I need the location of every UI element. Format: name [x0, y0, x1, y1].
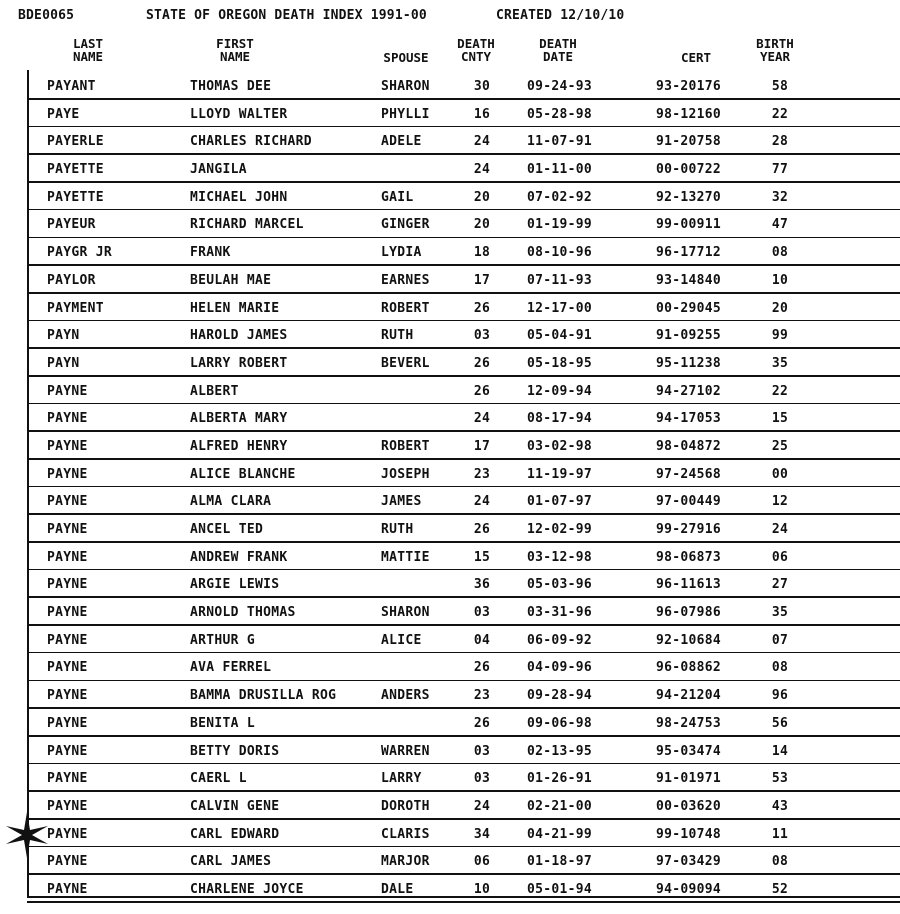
death-county-cell: 24 — [473, 798, 491, 814]
spouse-cell: WARREN — [381, 743, 430, 759]
table-row — [0, 487, 900, 515]
death-county-cell: 15 — [473, 549, 491, 565]
birth-year-cell: 08 — [771, 660, 789, 676]
cert-number-cell: 91-20758 — [656, 134, 722, 150]
spouse-cell: ADELE — [381, 134, 422, 150]
last-name-cell: PAYNE — [47, 771, 88, 787]
first-name-cell: ALBERTA MARY — [190, 411, 288, 427]
birth-year-cell: 12 — [771, 494, 789, 510]
column-header-spouse: SPOUSE — [383, 50, 429, 65]
death-county-cell: 26 — [473, 522, 491, 537]
death-date-cell: 05-01-94 — [527, 881, 593, 897]
spouse-cell: GINGER — [381, 217, 430, 233]
cert-number-cell: 99-27916 — [656, 522, 722, 537]
birth-year-cell: 52 — [771, 881, 789, 897]
birth-year-cell: 25 — [771, 438, 789, 454]
last-name-cell: PAYNE — [47, 466, 88, 482]
last-name-cell: PAYN — [47, 355, 80, 371]
death-county-cell: 24 — [473, 162, 491, 178]
death-county-cell: 03 — [473, 605, 491, 621]
last-name-cell: PAYNE — [47, 798, 88, 814]
death-date-cell: 01-19-99 — [527, 217, 593, 233]
death-county-cell: 26 — [473, 383, 491, 399]
death-date-cell: 05-28-98 — [527, 106, 593, 122]
cert-number-cell: 98-04872 — [656, 438, 722, 454]
cert-number-cell: 91-09255 — [656, 328, 722, 344]
birth-year-cell: 43 — [771, 798, 789, 814]
table-row — [0, 598, 900, 626]
table-row — [0, 377, 900, 405]
birth-year-cell: 00 — [771, 466, 789, 482]
death-county-cell: 36 — [473, 577, 491, 593]
cert-number-cell: 94-21204 — [656, 688, 722, 704]
last-name-cell: PAYNE — [47, 494, 88, 510]
first-name-cell: BAMMA DRUSILLA ROG — [190, 688, 337, 704]
spouse-cell: MARJOR — [381, 854, 430, 870]
death-county-cell: 17 — [473, 272, 491, 288]
first-name-cell: LARRY ROBERT — [190, 355, 288, 371]
table-row — [0, 100, 900, 128]
death-date-cell: 03-31-96 — [527, 605, 593, 621]
death-date-cell: 04-21-99 — [527, 826, 593, 842]
spouse-cell: PHYLLI — [381, 106, 430, 122]
last-name-cell: PAYNE — [47, 632, 88, 648]
death-date-cell: 09-06-98 — [527, 715, 593, 731]
spouse-cell: SHARON — [381, 605, 430, 621]
death-county-cell: 34 — [473, 826, 491, 842]
birth-year-cell: 56 — [771, 715, 789, 731]
table-row — [0, 875, 900, 903]
birth-year-cell: 08 — [771, 245, 789, 261]
last-name-cell: PAYNE — [47, 826, 88, 842]
cert-number-cell: 94-09094 — [656, 881, 722, 897]
column-header-cert: CERT — [680, 50, 712, 65]
cert-number-cell: 98-24753 — [656, 715, 722, 731]
table-row — [0, 737, 900, 765]
report-id: BDE0065 — [18, 8, 75, 23]
death-county-cell: 10 — [473, 881, 491, 897]
birth-year-cell: 24 — [771, 522, 789, 537]
death-date-cell: 06-09-92 — [527, 632, 593, 648]
death-county-cell: 24 — [473, 494, 491, 510]
death-county-cell: 03 — [473, 328, 491, 344]
table-row — [0, 321, 900, 349]
spouse-cell: DALE — [381, 881, 414, 897]
column-header-death-county: DEATH CNTY — [457, 36, 495, 64]
spouse-cell: ALICE — [381, 632, 422, 648]
cert-number-cell: 95-03474 — [656, 743, 722, 759]
birth-year-cell: 06 — [771, 549, 789, 565]
last-name-cell: PAYNE — [47, 549, 88, 565]
last-name-cell: PAYNE — [47, 383, 88, 399]
cert-number-cell: 00-00722 — [656, 162, 722, 178]
last-name-cell: PAYNE — [47, 743, 88, 759]
table-row — [0, 127, 900, 155]
first-name-cell: ALFRED HENRY — [190, 438, 288, 454]
spouse-cell: SHARON — [381, 79, 430, 94]
table-row — [0, 847, 900, 875]
column-header-last-name: LAST NAME — [72, 36, 104, 64]
death-date-cell: 09-24-93 — [527, 79, 593, 94]
last-name-cell: PAYNE — [47, 438, 88, 454]
report-created-date: CREATED 12/10/10 — [496, 8, 625, 23]
cert-number-cell: 97-03429 — [656, 854, 722, 870]
birth-year-cell: 96 — [771, 688, 789, 704]
cert-number-cell: 95-11238 — [656, 355, 722, 371]
birth-year-cell: 22 — [771, 106, 789, 122]
death-date-cell: 04-09-96 — [527, 660, 593, 676]
spouse-cell: MATTIE — [381, 549, 430, 565]
last-name-cell: PAYEUR — [47, 217, 96, 233]
last-name-cell: PAYNE — [47, 660, 88, 676]
first-name-cell: CAERL L — [190, 771, 247, 787]
cert-number-cell: 98-12160 — [656, 106, 722, 122]
death-county-cell: 24 — [473, 411, 491, 427]
spouse-cell: GAIL — [381, 189, 414, 205]
first-name-cell: ANCEL TED — [190, 522, 264, 537]
last-name-cell: PAYANT — [47, 79, 96, 94]
death-date-cell: 03-02-98 — [527, 438, 593, 454]
death-date-cell: 03-12-98 — [527, 549, 593, 565]
last-name-cell: PAYETTE — [47, 189, 104, 205]
birth-year-cell: 15 — [771, 411, 789, 427]
first-name-cell: ARGIE LEWIS — [190, 577, 280, 593]
table-row — [0, 238, 900, 266]
table-row — [0, 349, 900, 377]
death-county-cell: 03 — [473, 743, 491, 759]
death-date-cell: 05-18-95 — [527, 355, 593, 371]
table-row — [0, 432, 900, 460]
first-name-cell: JANGILA — [190, 162, 247, 178]
death-county-cell: 23 — [473, 688, 491, 704]
death-date-cell: 01-11-00 — [527, 162, 593, 178]
death-county-cell: 20 — [473, 189, 491, 205]
death-date-cell: 08-10-96 — [527, 245, 593, 261]
first-name-cell: BEULAH MAE — [190, 272, 272, 288]
first-name-cell: CHARLES RICHARD — [190, 134, 312, 150]
death-date-cell: 12-09-94 — [527, 383, 593, 399]
first-name-cell: ALMA CLARA — [190, 494, 272, 510]
spouse-cell: RUTH — [381, 328, 414, 344]
table-row — [0, 764, 900, 792]
birth-year-cell: 22 — [771, 383, 789, 399]
table-row — [0, 460, 900, 488]
cert-number-cell: 96-11613 — [656, 577, 722, 593]
birth-year-cell: 58 — [771, 79, 789, 94]
table-row — [0, 155, 900, 183]
death-county-cell: 24 — [473, 134, 491, 150]
cert-number-cell: 92-10684 — [656, 632, 722, 648]
first-name-cell: BENITA L — [190, 715, 256, 731]
spouse-cell: ROBERT — [381, 300, 430, 316]
table-row — [0, 515, 900, 543]
spouse-cell: ANDERS — [381, 688, 430, 704]
table-row — [0, 543, 900, 571]
death-county-cell: 03 — [473, 771, 491, 787]
table-row — [0, 709, 900, 737]
death-county-cell: 23 — [473, 466, 491, 482]
first-name-cell: HAROLD JAMES — [190, 328, 288, 344]
spouse-cell: CLARIS — [381, 826, 430, 842]
birth-year-cell: 08 — [771, 854, 789, 870]
cert-number-cell: 93-20176 — [656, 79, 722, 94]
last-name-cell: PAYNE — [47, 715, 88, 731]
cert-number-cell: 94-27102 — [656, 383, 722, 399]
birth-year-cell: 07 — [771, 632, 789, 648]
death-index-table — [0, 72, 900, 903]
first-name-cell: ALICE BLANCHE — [190, 466, 296, 482]
spouse-cell: LYDIA — [381, 245, 422, 261]
cert-number-cell: 98-06873 — [656, 549, 722, 565]
last-name-cell: PAYMENT — [47, 300, 104, 316]
death-county-cell: 06 — [473, 854, 491, 870]
death-date-cell: 02-21-00 — [527, 798, 593, 814]
death-date-cell: 01-07-97 — [527, 494, 593, 510]
birth-year-cell: 99 — [771, 328, 789, 344]
last-name-cell: PAYNE — [47, 688, 88, 704]
birth-year-cell: 10 — [771, 272, 789, 288]
table-row — [0, 653, 900, 681]
table-row — [0, 183, 900, 211]
death-date-cell: 11-19-97 — [527, 466, 593, 482]
birth-year-cell: 77 — [771, 162, 789, 178]
spouse-cell: EARNES — [381, 272, 430, 288]
cert-number-cell: 96-17712 — [656, 245, 722, 261]
last-name-cell: PAYLOR — [47, 272, 96, 288]
first-name-cell: FRANK — [190, 245, 231, 261]
spouse-cell: BEVERL — [381, 355, 430, 371]
column-header-death-date: DEATH DATE — [539, 36, 577, 64]
spouse-cell: JAMES — [381, 494, 422, 510]
last-name-cell: PAYNE — [47, 577, 88, 593]
cert-number-cell: 93-14840 — [656, 272, 722, 288]
table-row — [0, 820, 900, 848]
last-name-cell: PAYERLE — [47, 134, 104, 150]
first-name-cell: RICHARD MARCEL — [190, 217, 304, 233]
last-name-cell: PAYNE — [47, 605, 88, 621]
last-name-cell: PAYE — [47, 106, 80, 122]
death-date-cell: 02-13-95 — [527, 743, 593, 759]
spouse-cell: DOROTH — [381, 798, 430, 814]
cert-number-cell: 96-07986 — [656, 605, 722, 621]
first-name-cell: CARL JAMES — [190, 854, 272, 870]
table-row — [0, 681, 900, 709]
table-row — [0, 626, 900, 654]
birth-year-cell: 20 — [771, 300, 789, 316]
spouse-cell: JOSEPH — [381, 466, 430, 482]
cert-number-cell: 91-01971 — [656, 771, 722, 787]
birth-year-cell: 35 — [771, 355, 789, 371]
death-date-cell: 01-18-97 — [527, 854, 593, 870]
cert-number-cell: 96-08862 — [656, 660, 722, 676]
table-row — [0, 266, 900, 294]
table-row — [0, 72, 900, 100]
cert-number-cell: 00-29045 — [656, 300, 722, 316]
death-county-cell: 18 — [473, 245, 491, 261]
death-date-cell: 11-07-91 — [527, 134, 593, 150]
death-date-cell: 12-17-00 — [527, 300, 593, 316]
death-date-cell: 05-04-91 — [527, 328, 593, 344]
death-county-cell: 26 — [473, 355, 491, 371]
death-county-cell: 20 — [473, 217, 491, 233]
first-name-cell: AVA FERREL — [190, 660, 272, 676]
spouse-cell: LARRY — [381, 771, 422, 787]
birth-year-cell: 53 — [771, 771, 789, 787]
star-marker-icon — [4, 812, 50, 858]
column-header-first-name: FIRST NAME — [216, 36, 254, 64]
first-name-cell: CARL EDWARD — [190, 826, 280, 842]
table-row — [0, 404, 900, 432]
first-name-cell: MICHAEL JOHN — [190, 189, 288, 205]
cert-number-cell: 00-03620 — [656, 798, 722, 814]
death-county-cell: 26 — [473, 660, 491, 676]
last-name-cell: PAYNE — [47, 411, 88, 427]
first-name-cell: ARTHUR G — [190, 632, 256, 648]
row-divider — [27, 901, 900, 903]
first-name-cell: ARNOLD THOMAS — [190, 605, 296, 621]
birth-year-cell: 35 — [771, 605, 789, 621]
table-row — [0, 210, 900, 238]
birth-year-cell: 27 — [771, 577, 789, 593]
report-title: STATE OF OREGON DEATH INDEX 1991-00 — [146, 8, 427, 23]
birth-year-cell: 14 — [771, 743, 789, 759]
first-name-cell: THOMAS DEE — [190, 79, 272, 94]
first-name-cell: ANDREW FRANK — [190, 549, 288, 565]
death-date-cell: 01-26-91 — [527, 771, 593, 787]
death-county-cell: 30 — [473, 79, 491, 94]
table-row — [0, 294, 900, 322]
first-name-cell: ALBERT — [190, 383, 239, 399]
death-date-cell: 07-11-93 — [527, 272, 593, 288]
death-date-cell: 09-28-94 — [527, 688, 593, 704]
last-name-cell: PAYNE — [47, 881, 88, 897]
death-date-cell: 05-03-96 — [527, 577, 593, 593]
first-name-cell: BETTY DORIS — [190, 743, 280, 759]
first-name-cell: LLOYD WALTER — [190, 106, 288, 122]
cert-number-cell: 99-10748 — [656, 826, 722, 842]
death-date-cell: 07-02-92 — [527, 189, 593, 205]
cert-number-cell: 92-13270 — [656, 189, 722, 205]
last-name-cell: PAYN — [47, 328, 80, 344]
table-row — [0, 570, 900, 598]
cert-number-cell: 97-00449 — [656, 494, 722, 510]
death-date-cell: 08-17-94 — [527, 411, 593, 427]
birth-year-cell: 11 — [771, 826, 789, 842]
death-date-cell: 12-02-99 — [527, 522, 593, 537]
last-name-cell: PAYNE — [47, 522, 88, 537]
cert-number-cell: 97-24568 — [656, 466, 722, 482]
last-name-cell: PAYETTE — [47, 162, 104, 178]
last-name-cell: PAYNE — [47, 854, 88, 870]
first-name-cell: HELEN MARIE — [190, 300, 280, 316]
last-name-cell: PAYGR JR — [47, 245, 113, 261]
birth-year-cell: 32 — [771, 189, 789, 205]
death-county-cell: 17 — [473, 438, 491, 454]
table-row — [0, 792, 900, 820]
death-county-cell: 04 — [473, 632, 491, 648]
first-name-cell: CALVIN GENE — [190, 798, 280, 814]
birth-year-cell: 47 — [771, 217, 789, 233]
column-header-birth-year: BIRTH YEAR — [756, 36, 794, 64]
spouse-cell: ROBERT — [381, 438, 430, 454]
cert-number-cell: 94-17053 — [656, 411, 722, 427]
spouse-cell: RUTH — [381, 522, 414, 537]
death-county-cell: 16 — [473, 106, 491, 122]
first-name-cell: CHARLENE JOYCE — [190, 881, 304, 897]
death-county-cell: 26 — [473, 300, 491, 316]
death-county-cell: 26 — [473, 715, 491, 731]
cert-number-cell: 99-00911 — [656, 217, 722, 233]
birth-year-cell: 28 — [771, 134, 789, 150]
